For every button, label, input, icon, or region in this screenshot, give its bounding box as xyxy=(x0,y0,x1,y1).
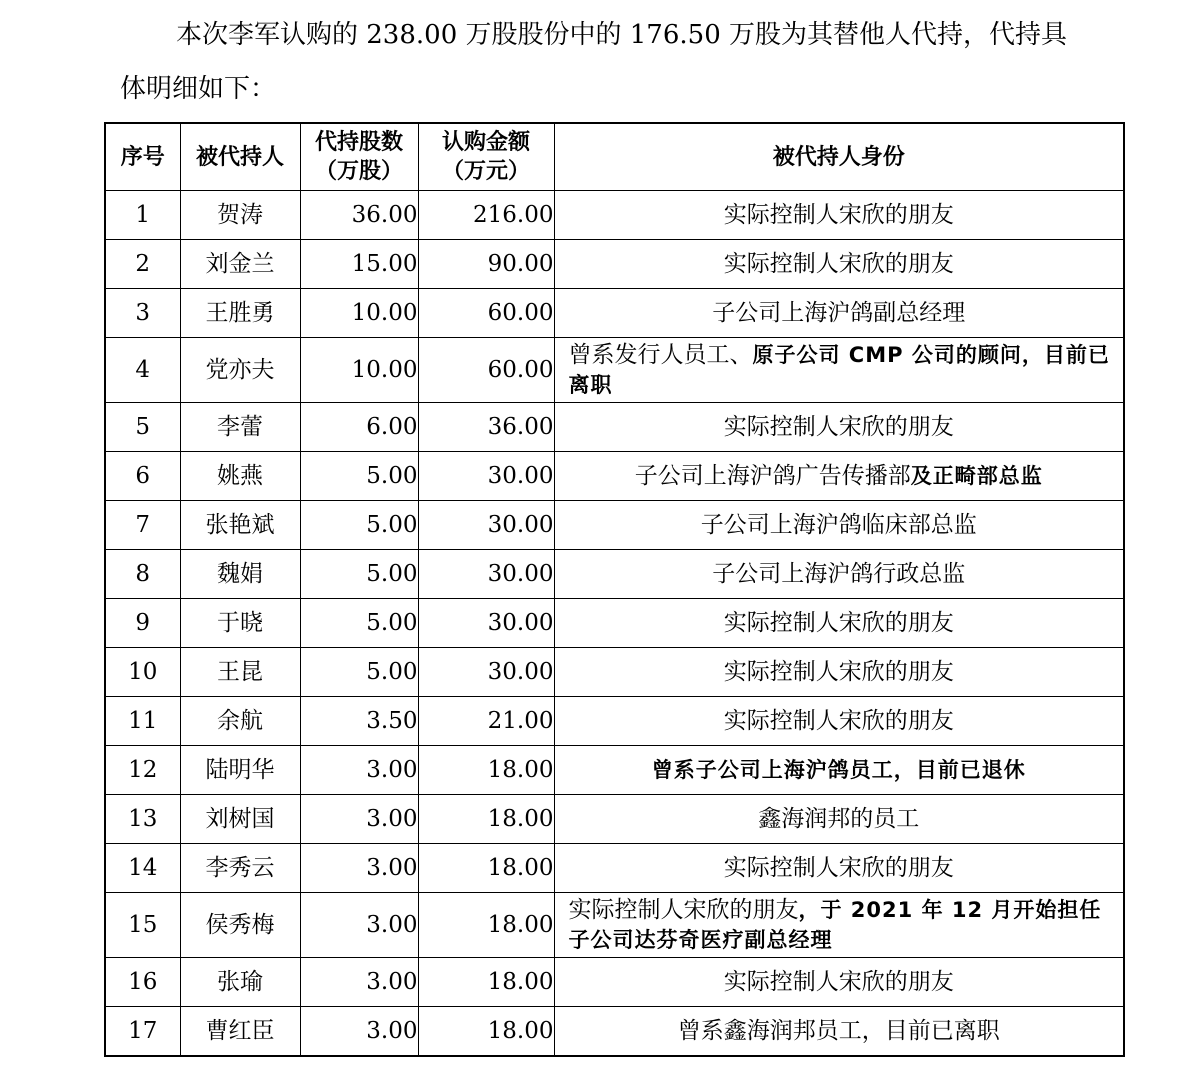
table-row xyxy=(105,893,1124,958)
cell-amount: 30.00 xyxy=(418,599,554,648)
table-row xyxy=(105,746,1124,795)
cell-shares: 10.00 xyxy=(300,289,418,338)
table-body xyxy=(105,191,1124,1057)
table-row xyxy=(105,844,1124,893)
intro-line-1: 本次李军认购的 238.00 万股股份中的 176.50 万股为其替他人代持，代持具 xyxy=(176,20,1068,50)
cell-shares: 3.50 xyxy=(300,697,418,746)
cell-shares: 5.00 xyxy=(300,648,418,697)
header-seq: 序号 xyxy=(105,123,180,191)
cell-amount: 18.00 xyxy=(418,795,554,844)
cell-identity xyxy=(554,289,1124,338)
cell-seq: 2 xyxy=(105,240,180,289)
cell-holder-name: 张瑜 xyxy=(180,958,300,1007)
cell-amount: 18.00 xyxy=(418,893,554,958)
cell-identity xyxy=(554,795,1124,844)
cell-amount: 36.00 xyxy=(418,403,554,452)
cell-seq: 7 xyxy=(105,501,180,550)
identity-segment: 曾系鑫海润邦员工，目前已离职 xyxy=(677,1018,1000,1044)
identity-segment: 实际控制人宋欣的朋友 xyxy=(723,855,954,881)
cell-identity xyxy=(554,550,1124,599)
header-shares-line2: （万股） xyxy=(314,159,403,184)
cell-shares: 5.00 xyxy=(300,452,418,501)
header-amount xyxy=(418,123,554,191)
cell-amount: 18.00 xyxy=(418,958,554,1007)
identity-segment: ，于 2021 年 12 月开始担任子公司达芬奇医疗副总经理 xyxy=(568,898,1102,952)
cell-seq: 4 xyxy=(105,338,180,403)
identity-segment: 子公司上海沪鸽临床部总监 xyxy=(700,512,977,538)
cell-shares: 6.00 xyxy=(300,403,418,452)
cell-holder-name: 侯秀梅 xyxy=(180,893,300,958)
cell-holder-name: 刘树国 xyxy=(180,795,300,844)
cell-shares: 3.00 xyxy=(300,746,418,795)
cell-identity xyxy=(554,697,1124,746)
cell-identity xyxy=(554,501,1124,550)
cell-identity xyxy=(554,191,1124,240)
cell-shares: 10.00 xyxy=(300,338,418,403)
cell-amount: 18.00 xyxy=(418,1007,554,1057)
cell-identity xyxy=(554,338,1124,403)
table-row xyxy=(105,697,1124,746)
cell-identity xyxy=(554,599,1124,648)
cell-holder-name: 余航 xyxy=(180,697,300,746)
cell-holder-name: 魏娟 xyxy=(180,550,300,599)
table-row xyxy=(105,795,1124,844)
intro-paragraph xyxy=(0,8,1202,116)
identity-segment: 实际控制人宋欣的朋友 xyxy=(723,969,954,995)
cell-amount: 30.00 xyxy=(418,501,554,550)
cell-seq: 12 xyxy=(105,746,180,795)
cell-amount: 60.00 xyxy=(418,289,554,338)
cell-seq: 10 xyxy=(105,648,180,697)
cell-holder-name: 王昆 xyxy=(180,648,300,697)
table-row xyxy=(105,1007,1124,1057)
cell-shares: 15.00 xyxy=(300,240,418,289)
cell-amount: 18.00 xyxy=(418,746,554,795)
cell-shares: 5.00 xyxy=(300,501,418,550)
cell-holder-name: 李秀云 xyxy=(180,844,300,893)
table-row xyxy=(105,403,1124,452)
cell-identity xyxy=(554,452,1124,501)
table-row xyxy=(105,648,1124,697)
cell-shares: 3.00 xyxy=(300,844,418,893)
cell-amount: 30.00 xyxy=(418,648,554,697)
cell-shares: 3.00 xyxy=(300,893,418,958)
header-holder: 被代持人 xyxy=(180,123,300,191)
cell-holder-name: 党亦夫 xyxy=(180,338,300,403)
cell-seq: 6 xyxy=(105,452,180,501)
cell-amount: 30.00 xyxy=(418,550,554,599)
cell-shares: 3.00 xyxy=(300,795,418,844)
identity-segment: 原子公司 CMP 公司的顾问，目前已离职 xyxy=(568,343,1110,397)
cell-identity xyxy=(554,403,1124,452)
table-row xyxy=(105,599,1124,648)
cell-holder-name: 李蕾 xyxy=(180,403,300,452)
table-row xyxy=(105,338,1124,403)
header-amount-line2: （万元） xyxy=(441,159,530,184)
identity-segment: 曾系发行人员工、 xyxy=(568,342,753,368)
cell-seq: 1 xyxy=(105,191,180,240)
header-identity: 被代持人身份 xyxy=(554,123,1124,191)
cell-identity xyxy=(554,746,1124,795)
table-row xyxy=(105,501,1124,550)
identity-segment: 曾系子公司上海沪鸽员工，目前已退休 xyxy=(651,758,1026,782)
cell-amount: 90.00 xyxy=(418,240,554,289)
table-row xyxy=(105,958,1124,1007)
cell-holder-name: 刘金兰 xyxy=(180,240,300,289)
header-shares-line1: 代持股数 xyxy=(314,130,403,155)
intro-line-2: 体明细如下： xyxy=(120,74,277,104)
table-row xyxy=(105,452,1124,501)
cell-identity xyxy=(554,240,1124,289)
header-shares xyxy=(300,123,418,191)
cell-identity xyxy=(554,893,1124,958)
identity-segment: 实际控制人宋欣的朋友 xyxy=(723,708,954,734)
table-row xyxy=(105,550,1124,599)
identity-segment: 及正畸部总监 xyxy=(910,464,1043,488)
cell-holder-name: 张艳斌 xyxy=(180,501,300,550)
identity-segment: 实际控制人宋欣的朋友 xyxy=(723,202,954,228)
cell-shares: 36.00 xyxy=(300,191,418,240)
identity-segment: 子公司上海沪鸽副总经理 xyxy=(712,300,966,326)
identity-segment: 实际控制人宋欣的朋友 xyxy=(723,414,954,440)
cell-amount: 18.00 xyxy=(418,844,554,893)
cell-identity xyxy=(554,844,1124,893)
cell-seq: 13 xyxy=(105,795,180,844)
cell-seq: 3 xyxy=(105,289,180,338)
cell-seq: 11 xyxy=(105,697,180,746)
cell-identity xyxy=(554,1007,1124,1057)
cell-amount: 60.00 xyxy=(418,338,554,403)
cell-holder-name: 陆明华 xyxy=(180,746,300,795)
cell-seq: 5 xyxy=(105,403,180,452)
cell-holder-name: 曹红臣 xyxy=(180,1007,300,1057)
identity-segment: 子公司上海沪鸽广告传播部 xyxy=(634,463,911,489)
identity-segment: 子公司上海沪鸽行政总监 xyxy=(712,561,966,587)
cell-seq: 17 xyxy=(105,1007,180,1057)
cell-shares: 3.00 xyxy=(300,958,418,1007)
cell-holder-name: 贺涛 xyxy=(180,191,300,240)
cell-amount: 216.00 xyxy=(418,191,554,240)
cell-holder-name: 王胜勇 xyxy=(180,289,300,338)
identity-segment: 实际控制人宋欣的朋友 xyxy=(723,659,954,685)
table-header-row xyxy=(105,123,1124,191)
identity-segment: 实际控制人宋欣的朋友 xyxy=(568,897,799,923)
table-row xyxy=(105,240,1124,289)
cell-shares: 3.00 xyxy=(300,1007,418,1057)
cell-seq: 14 xyxy=(105,844,180,893)
cell-holder-name: 于晓 xyxy=(180,599,300,648)
identity-segment: 实际控制人宋欣的朋友 xyxy=(723,251,954,277)
cell-shares: 5.00 xyxy=(300,550,418,599)
cell-identity xyxy=(554,648,1124,697)
cell-shares: 5.00 xyxy=(300,599,418,648)
header-amount-line1: 认购金额 xyxy=(441,130,530,155)
table-row xyxy=(105,289,1124,338)
identity-segment: 实际控制人宋欣的朋友 xyxy=(723,610,954,636)
identity-segment: 鑫海润邦的员工 xyxy=(758,806,920,832)
cell-holder-name: 姚燕 xyxy=(180,452,300,501)
cell-identity xyxy=(554,958,1124,1007)
nominee-holdings-table xyxy=(104,122,1125,1057)
cell-amount: 21.00 xyxy=(418,697,554,746)
cell-amount: 30.00 xyxy=(418,452,554,501)
cell-seq: 15 xyxy=(105,893,180,958)
cell-seq: 16 xyxy=(105,958,180,1007)
cell-seq: 9 xyxy=(105,599,180,648)
table-row xyxy=(105,191,1124,240)
cell-seq: 8 xyxy=(105,550,180,599)
